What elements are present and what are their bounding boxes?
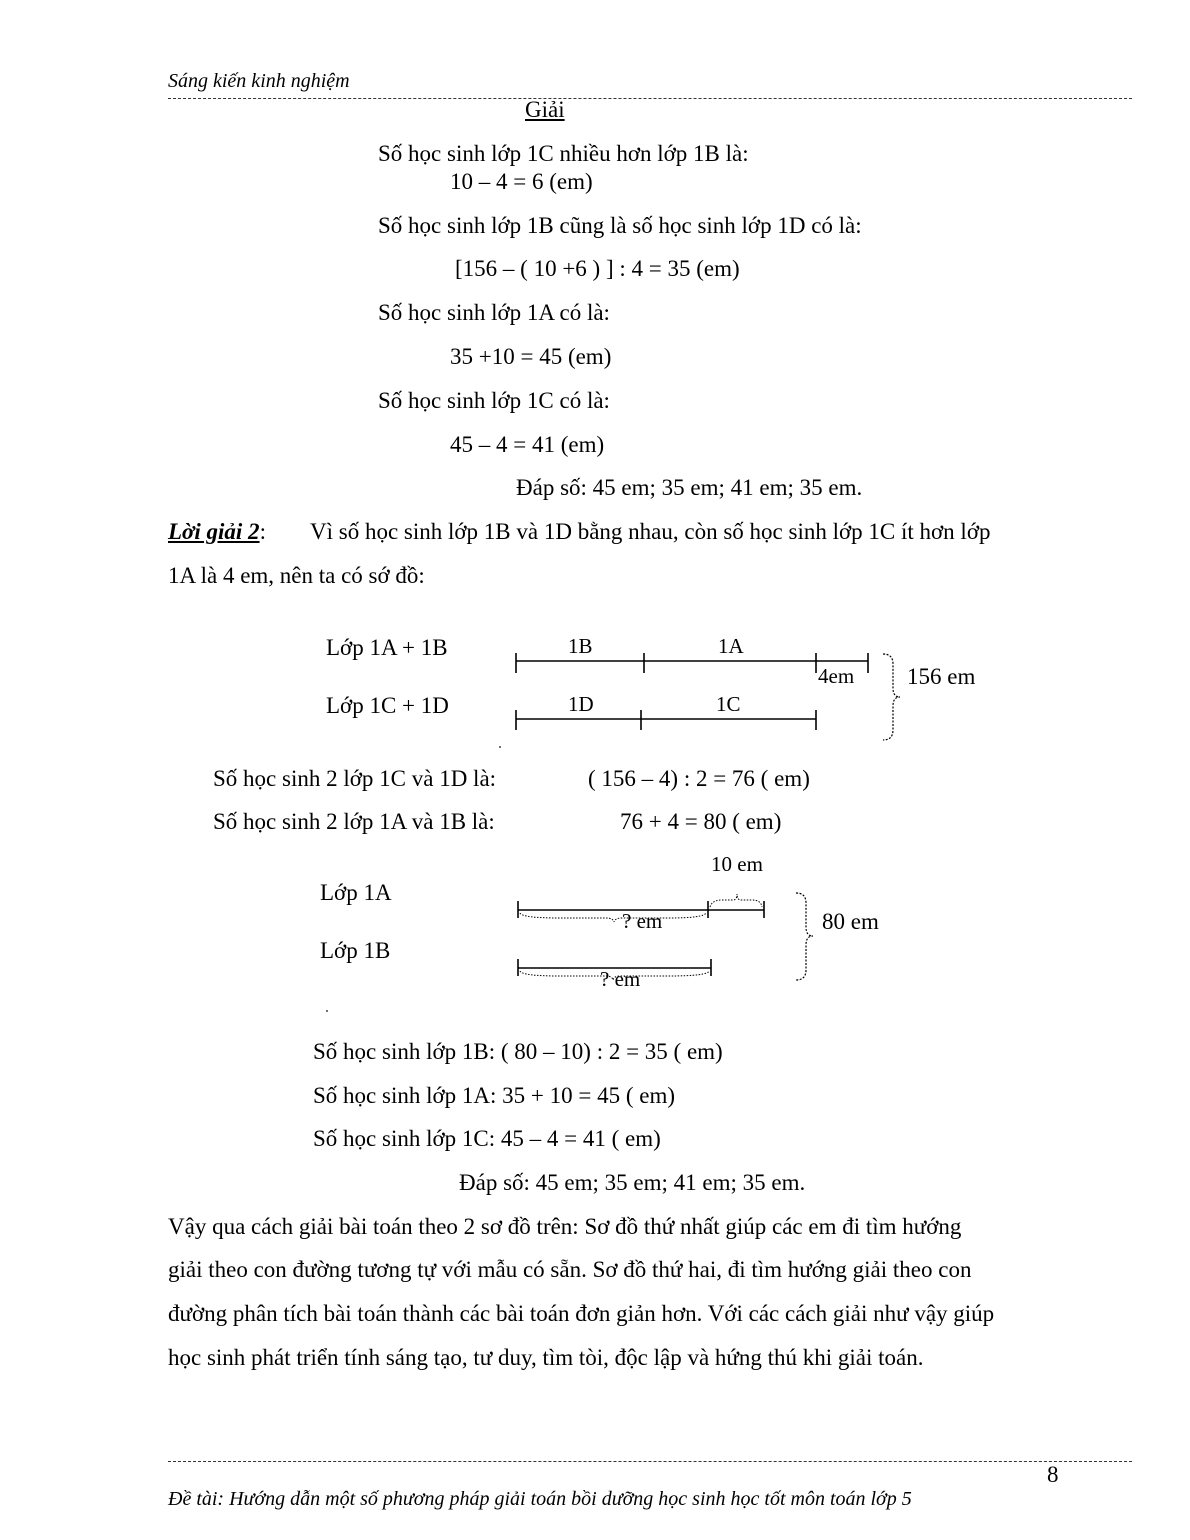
diagram2-row1-label: Lớp 1A xyxy=(320,880,392,905)
solution1-step3: Số học sinh lớp 1A có là: xyxy=(378,300,610,325)
solution1-calc3: 35 +10 = 45 (em) xyxy=(450,344,612,369)
calc3-line2: Số học sinh lớp 1A: 35 + 10 = 45 ( em) xyxy=(313,1083,676,1108)
conclusion-line3: đường phân tích bài toán thành các bài toán đơn giản hơn. Với các cách giải như vậy giúp xyxy=(168,1301,995,1326)
solution-heading: Giải xyxy=(525,97,565,122)
calc3-line1: Số học sinh lớp 1B: ( 80 – 10) : 2 = 35 ( em) xyxy=(313,1039,723,1064)
conclusion-line4: học sinh phát triển tính sáng tạo, tư duy, tìm tòi, độc lập và hứng thú khi giải toán. xyxy=(168,1345,924,1370)
conclusion-line2: giải theo con đường tương tự với mẫu có sẵn. Sơ đồ thứ hai, đi tìm hướng giải theo con xyxy=(168,1257,972,1282)
footer-divider xyxy=(168,1461,1132,1462)
calc2-line2-calc: 76 + 4 = 80 ( em) xyxy=(620,809,782,834)
diagram1-total: 156 em xyxy=(907,664,976,689)
solution1-step4: Số học sinh lớp 1C có là: xyxy=(378,388,610,413)
solution2-intro-line2: 1A là 4 em, nên ta có sớ đồ: xyxy=(168,563,425,588)
solution1-calc2: [156 – ( 10 +6 ) ] : 4 = 35 (em) xyxy=(455,256,740,281)
diagram2-row1-underbrace xyxy=(520,913,706,922)
calc2-line2-text: Số học sinh 2 lớp 1A và 1B là: xyxy=(213,809,495,834)
calc2-line1-text: Số học sinh 2 lớp 1C và 1D là: xyxy=(213,766,497,791)
diagram1-segment-1b: 1B xyxy=(568,634,593,658)
diagram2-dot xyxy=(326,1010,328,1012)
diagram1-brace xyxy=(883,654,900,740)
calc3-line3: Số học sinh lớp 1C: 45 – 4 = 41 ( em) xyxy=(313,1126,661,1151)
calc3-answer: Đáp số: 45 em; 35 em; 41 em; 35 em. xyxy=(459,1170,806,1195)
footer-title: Đề tài: Hướng dẫn một số phương pháp giải toán bồi dưỡng học sinh học tốt môn toán lớp 5 xyxy=(168,1488,912,1510)
diagram2-row2-unknown: ? em xyxy=(600,967,641,991)
diagram2-row1-unknown: ? em xyxy=(622,909,663,933)
diagram2-total: 80 em xyxy=(822,909,879,934)
page-number: 8 xyxy=(1047,1462,1059,1487)
diagram2-extra-label: 10 em xyxy=(711,852,763,876)
diagram1-row1-label: Lớp 1A + 1B xyxy=(326,635,448,660)
diagram1-segment-1d: 1D xyxy=(568,692,594,716)
solution1-calc1: 10 – 4 = 6 (em) xyxy=(450,169,593,194)
solution1-step2: Số học sinh lớp 1B cũng là số học sinh lớp 1D có là: xyxy=(378,213,862,238)
diagram2-extra-brace xyxy=(710,894,762,907)
solution2-colon: : xyxy=(259,519,266,544)
diagram1-segment-1a: 1A xyxy=(718,634,744,658)
diagram2-brace xyxy=(796,893,813,980)
solution1-step1: Số học sinh lớp 1C nhiều hơn lớp 1B là: xyxy=(378,141,749,166)
diagram1-segment-4em: 4em xyxy=(818,664,855,688)
conclusion-line1: Vậy qua cách giải bài toán theo 2 sơ đồ trên: Sơ đồ thứ nhất giúp các em đi tìm hướng xyxy=(168,1214,962,1239)
diagram1-dot xyxy=(499,746,501,748)
calc2-line1-calc: ( 156 – 4) : 2 = 76 ( em) xyxy=(588,766,810,791)
header-title: Sáng kiến kinh nghiệm xyxy=(168,70,350,92)
diagram2-row2-label: Lớp 1B xyxy=(320,938,391,963)
diagram1-row2-label: Lớp 1C + 1D xyxy=(326,693,449,718)
solution2-label: Lời giải 2 xyxy=(168,519,260,544)
solution1-answer: Đáp số: 45 em; 35 em; 41 em; 35 em. xyxy=(516,475,863,500)
solution1-calc4: 45 – 4 = 41 (em) xyxy=(450,432,605,457)
solution2-intro-line1: Vì số học sinh lớp 1B và 1D bằng nhau, còn số học sinh lớp 1C ít hơn lớp xyxy=(310,519,991,544)
diagram1-segment-1c: 1C xyxy=(716,692,741,716)
